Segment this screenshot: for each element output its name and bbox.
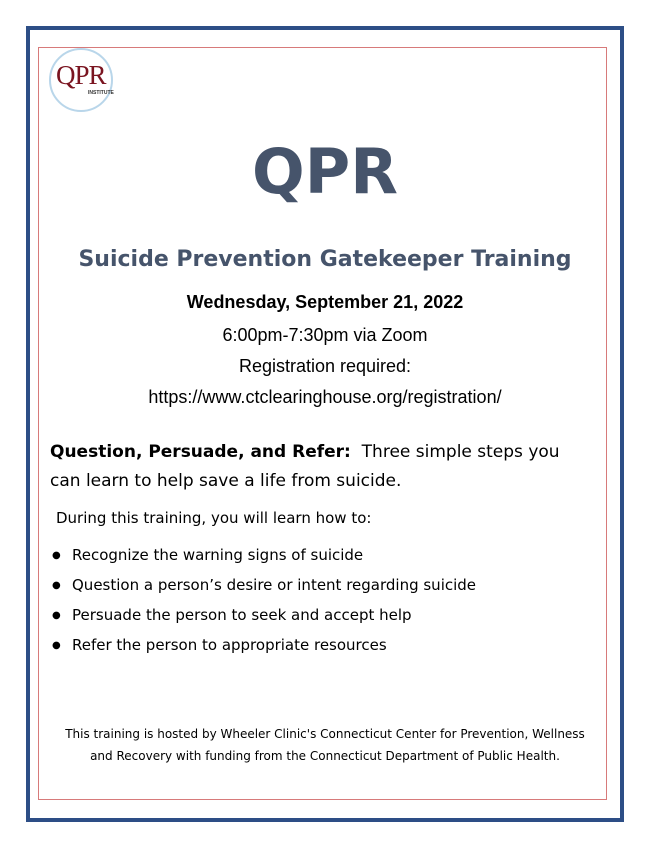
page-title: QPR: [252, 135, 398, 208]
bullet-icon: ●: [52, 610, 61, 621]
intro-paragraph: [50, 438, 590, 496]
registration-label: Registration required:: [238, 356, 412, 376]
registration-link[interactable]: https://www.ctclearinghouse.org/registration/: [148, 387, 502, 407]
learning-list: [52, 546, 476, 666]
event-date: Wednesday, September 21, 2022: [186, 292, 464, 312]
list-item: [52, 546, 476, 576]
list-item: [52, 636, 476, 666]
logo-subtext: INSTITUTE: [88, 90, 114, 96]
page-subtitle: Suicide Prevention Gatekeeper Training: [78, 247, 572, 272]
list-item: [52, 606, 476, 636]
list-item: [52, 576, 476, 606]
list-item-text: Recognize the warning signs of suicide: [72, 546, 364, 564]
footer-text: [0, 723, 650, 767]
bullet-icon: ●: [52, 580, 61, 591]
footer-line-1: This training is hosted by Wheeler Clinic's Connecticut Center for Prevention, Wellness: [65, 727, 585, 741]
footer-line-2: and Recovery with funding from the Connecticut Department of Public Health.: [90, 749, 560, 763]
bullet-icon: ●: [52, 640, 61, 651]
during-text: During this training, you will learn how to:: [56, 509, 372, 527]
intro-text: Three simple steps you can learn to help save a life from suicide.: [50, 442, 560, 491]
event-time: 6:00pm-7:30pm via Zoom: [222, 325, 428, 345]
list-item-text: Question a person’s desire or intent regarding suicide: [72, 576, 477, 594]
list-item-text: Refer the person to appropriate resources: [72, 636, 387, 654]
intro-bold: Question, Persuade, and Refer:: [50, 442, 351, 462]
logo-text: QPR: [56, 60, 106, 90]
bullet-icon: ●: [52, 550, 61, 561]
list-item-text: Persuade the person to seek and accept help: [72, 606, 412, 624]
